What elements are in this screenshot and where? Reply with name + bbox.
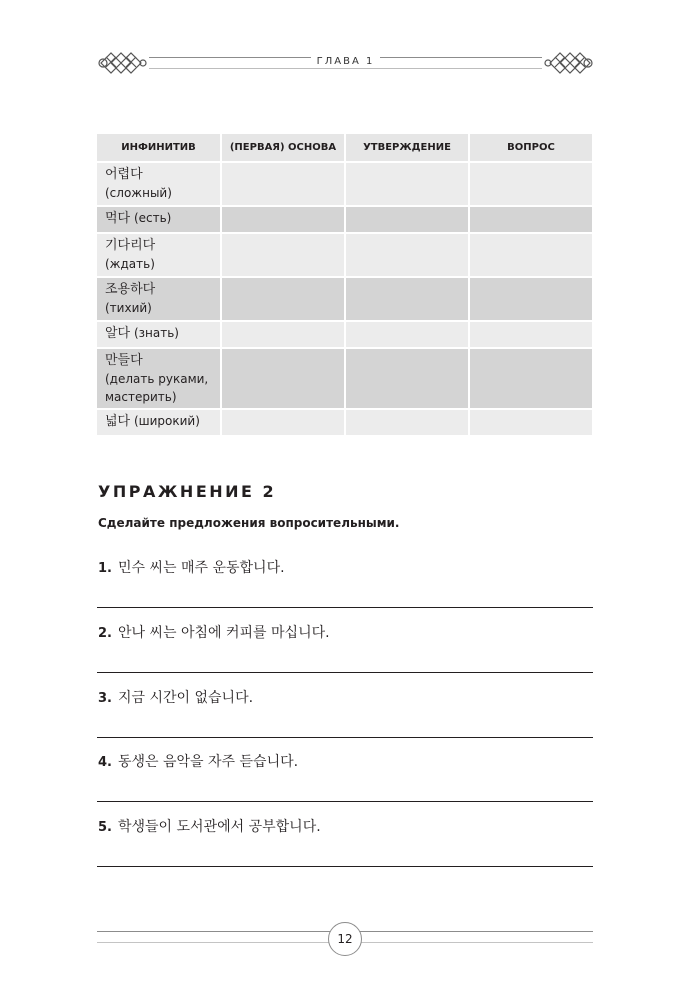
- answer-line[interactable]: [97, 737, 593, 738]
- table-row: [97, 277, 593, 321]
- statement-cell[interactable]: [345, 321, 469, 348]
- column-header: УТВЕРЖДЕНИЕ: [345, 134, 469, 162]
- item-sentence: 동생은 음악을 자주 듣습니다.: [117, 754, 299, 770]
- item-number: 3.: [98, 691, 112, 706]
- statement-cell[interactable]: [345, 409, 469, 436]
- infinitive-cell: 만들다 (делать руками, мастерить): [97, 348, 221, 409]
- stem-cell[interactable]: [221, 277, 345, 321]
- infinitive-cell: 조용하다 (тихий): [97, 277, 221, 321]
- stem-cell[interactable]: [221, 348, 345, 409]
- stem-cell[interactable]: [221, 233, 345, 277]
- column-header: ВОПРОС: [469, 134, 593, 162]
- statement-cell[interactable]: [345, 233, 469, 277]
- statement-cell[interactable]: [345, 162, 469, 206]
- answer-line[interactable]: [97, 866, 593, 867]
- stem-cell[interactable]: [221, 409, 345, 436]
- item-sentence: 민수 씨는 매주 운동합니다.: [117, 560, 285, 576]
- question-cell[interactable]: [469, 162, 593, 206]
- question-cell[interactable]: [469, 233, 593, 277]
- column-header: ИНФИНИТИВ: [97, 134, 221, 162]
- infinitive-cell: 넓다 (широкий): [97, 409, 221, 436]
- statement-cell[interactable]: [345, 277, 469, 321]
- exercise-item: [98, 816, 321, 836]
- item-number: 4.: [98, 755, 112, 770]
- infinitive-cell: 기다리다 (ждать): [97, 233, 221, 277]
- celtic-knot-ornament-icon: [542, 45, 594, 81]
- table-row: [97, 409, 593, 436]
- page-number: 12: [328, 922, 362, 956]
- stem-cell[interactable]: [221, 321, 345, 348]
- item-number: 1.: [98, 561, 112, 576]
- item-number: 2.: [98, 626, 112, 641]
- item-number: 5.: [98, 820, 112, 835]
- column-header: (ПЕРВАЯ) ОСНОВА: [221, 134, 345, 162]
- infinitive-cell: 어렵다 (сложный): [97, 162, 221, 206]
- exercise-item: [98, 622, 330, 642]
- answer-line[interactable]: [97, 607, 593, 608]
- table-header-row: [97, 134, 593, 162]
- infinitive-cell: 먹다 (есть): [97, 206, 221, 233]
- answer-line[interactable]: [97, 801, 593, 802]
- table-row: [97, 348, 593, 409]
- exercise-instruction: Сделайте предложения вопросительными.: [98, 516, 400, 530]
- stem-cell[interactable]: [221, 206, 345, 233]
- statement-cell[interactable]: [345, 206, 469, 233]
- question-cell[interactable]: [469, 321, 593, 348]
- question-cell[interactable]: [469, 277, 593, 321]
- exercise-title: УПРАЖНЕНИЕ 2: [98, 482, 277, 501]
- chapter-title: ГЛАВА 1: [311, 56, 381, 67]
- question-cell[interactable]: [469, 348, 593, 409]
- table-row: [97, 233, 593, 277]
- question-cell[interactable]: [469, 409, 593, 436]
- exercise-item: [98, 687, 253, 707]
- exercise-item: [98, 557, 285, 577]
- stem-cell[interactable]: [221, 162, 345, 206]
- chapter-header: [97, 45, 594, 81]
- table-row: [97, 162, 593, 206]
- item-sentence: 지금 시간이 없습니다.: [117, 690, 254, 706]
- infinitive-cell: 알다 (знать): [97, 321, 221, 348]
- item-sentence: 안나 씨는 아침에 커피를 마십니다.: [117, 625, 330, 641]
- table-row: [97, 206, 593, 233]
- answer-line[interactable]: [97, 672, 593, 673]
- conjugation-table: [97, 134, 594, 437]
- table-row: [97, 321, 593, 348]
- statement-cell[interactable]: [345, 348, 469, 409]
- exercise-item: [98, 751, 298, 771]
- item-sentence: 학생들이 도서관에서 공부합니다.: [117, 819, 321, 835]
- question-cell[interactable]: [469, 206, 593, 233]
